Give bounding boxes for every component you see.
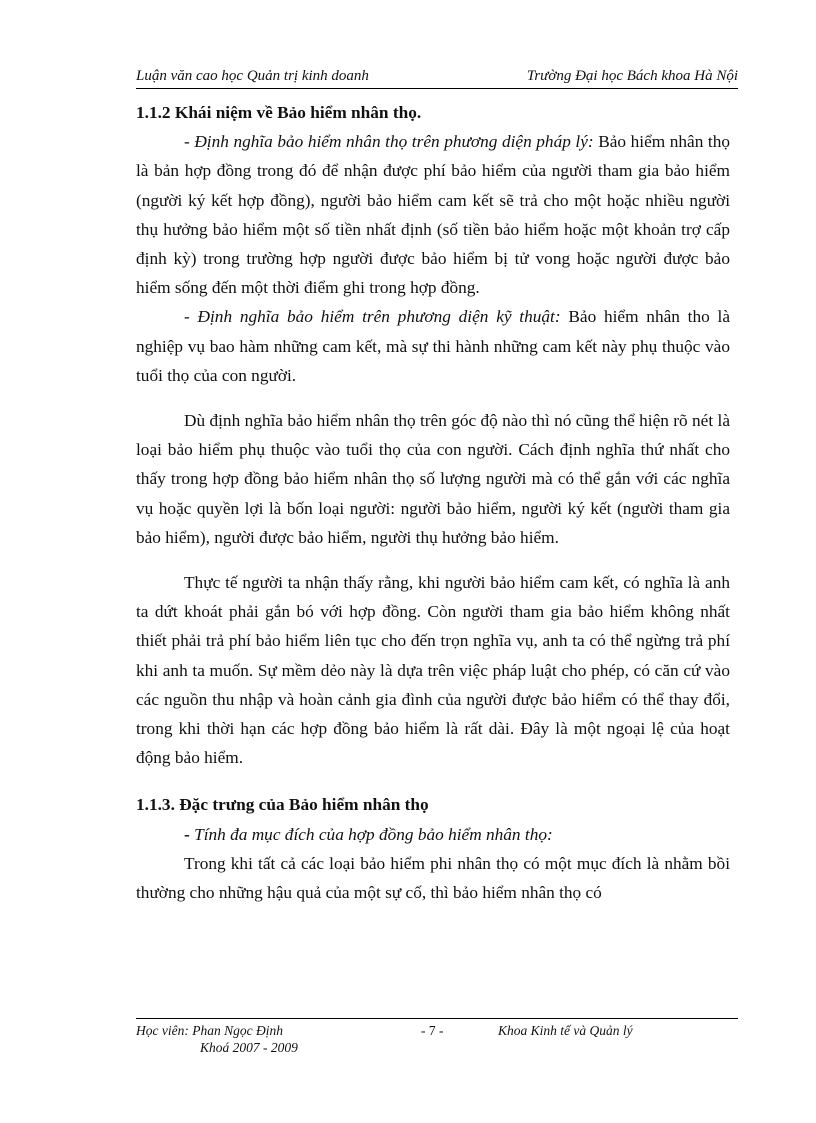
- footer-faculty: Khoa Kinh tế và Quản lý: [498, 1023, 633, 1038]
- paragraph-practical-note: Thực tế người ta nhận thấy rằng, khi người bảo hiểm cam kết, có nghĩa là anh ta dứt khoát phải gắn bó với hợp đồng. Còn người tham gia bảo hiểm không nhất thiết phải trả phí bảo hiểm liên tục cho đến trọn nghĩa vụ, anh ta có thể ngừng trả phí khi anh ta muốn. Sự mềm dẻo này là dựa trên việc pháp luật cho phép, có căn cứ vào các nguồn thu nhập và hoàn cảnh gia đình của người được bảo hiểm có thể thay đổi, trong khi thời hạn các hợp đồng bảo hiểm là rất dài. Đây là một ngoại lệ của hoạt động bảo hiểm.: [136, 573, 730, 768]
- footer-page-number: - 7 -: [421, 1023, 444, 1038]
- paragraph-legal-definition: [136, 127, 730, 302]
- paragraph-multipurpose: Trong khi tất cả các loại bảo hiểm phi nhân thọ có một mục đích là nhằm bồi thường cho những hậu quả của một sự cố, thì bảo hiểm nhân thọ có: [136, 853, 730, 903]
- header-university: Trường Đại học Bách khoa Hà Nội: [526, 68, 738, 84]
- page-content: [136, 98, 730, 907]
- section-heading-1-1-2: 1.1.2 Khái niệm về Bảo hiểm nhân thọ.: [136, 103, 422, 122]
- footer-student: Học viên: Phan Ngọc Định: [136, 1023, 283, 1038]
- section-heading-1-1-3: 1.1.3. Đặc trưng của Bảo hiểm nhân thọ: [136, 795, 429, 815]
- paragraph-definition-analysis: Dù định nghĩa bảo hiểm nhân thọ trên góc độ nào thì nó cũng thể hiện rõ nét là loại bảo hiểm phụ thuộc vào tuổi thọ của con người. Cách định nghĩa thứ nhất cho thấy trong hợp đồng bảo hiểm nhân thọ số lượng người mà có thể gắn với các nghĩa vụ hoặc quyền lợi là bốn loại người: người bảo hiểm, người ký kết (người tham gia bảo hiểm), người được bảo hiểm, người thụ hưởng bảo hiểm.: [136, 411, 730, 547]
- technical-definition-text: Bảo hiểm nhân tho là nghiệp vụ bao hàm những cam kết, mà sự thi hành những cam kết này phụ thuộc vào tuổi thọ của con người.: [136, 307, 731, 385]
- technical-definition-label: - Định nghĩa bảo hiểm trên phương diện kỹ thuật:: [184, 307, 561, 327]
- paragraph-technical-definition: [136, 302, 730, 390]
- subheading-multipurpose-label: Tính đa mục đích của hợp đồng bảo hiểm nhân thọ:: [194, 824, 553, 844]
- subheading-multipurpose: [136, 820, 730, 849]
- legal-definition-label: - Định nghĩa bảo hiểm nhân thọ trên phương diện pháp lý:: [184, 132, 594, 152]
- page-footer: [136, 1018, 738, 1055]
- subheading-dash: -: [184, 824, 195, 844]
- footer-course: Khoá 2007 - 2009: [200, 1040, 298, 1055]
- header-thesis-title: Luận văn cao học Quản trị kinh doanh: [136, 68, 369, 84]
- page-header: [136, 66, 738, 89]
- legal-definition-text: Bảo hiểm nhân thọ là bản hợp đồng trong đó để nhận được phí bảo hiểm của người tham gia bảo hiểm (người ký kết hợp đồng), người bảo hiểm cam kết sẽ trả cho một hoặc nhiều người thụ hưởng bảo hiểm một số tiền nhất định (số tiền bảo hiểm hoặc một khoản trợ cấp định kỳ) trong trường hợp người được bảo hiểm bị tử vong hoặc người được bảo hiểm sống đến một thời điểm ghi trong hợp đồng.: [136, 132, 730, 298]
